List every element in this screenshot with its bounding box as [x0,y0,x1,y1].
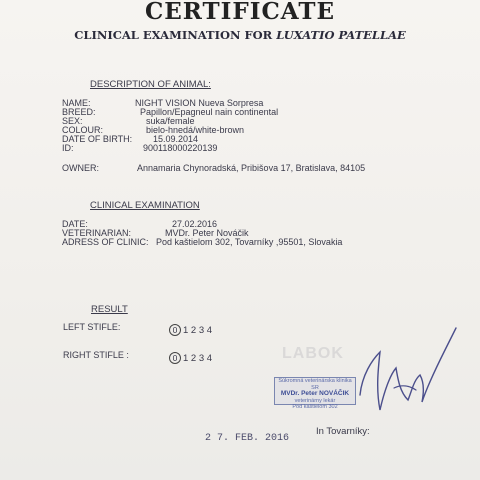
stamp-line-4: Pod kaštielom 302 [292,404,338,411]
label-owner: OWNER: [62,163,99,173]
left-stifle-grade-scale: 1 2 3 4 [183,325,213,336]
label-left-stifle: LEFT STIFLE: [63,322,121,332]
left-stifle-circled-grade: 0 [169,324,181,336]
value-owner: Annamaria Chynoradská, Pribišova 17, Bratislava, 84105 [137,163,366,173]
label-id: ID: [62,143,74,153]
label-veterinarian: VETERINARIAN: [62,228,132,238]
value-colour: bielo-hnedá/white-brown [146,125,245,135]
signature-mark [350,320,460,430]
date-stamp: 2 7. FEB. 2016 [205,433,290,444]
label-clinic-address: ADRESS OF CLINIC: [62,237,149,247]
label-sex: SEX: [62,116,83,126]
value-exam-date: 27.02.2016 [172,219,218,229]
exam-section-heading: CLINICAL EXAMINATION [90,200,200,211]
label-right-stifle: RIGHT STIFLE : [63,350,129,360]
subtitle-italic: LUXATIO PATELLAE [276,28,406,42]
place-label: In Tovarníky: [316,426,370,437]
value-dob: 15.09.2014 [153,134,199,144]
certificate-title: CERTIFICATE [144,0,336,25]
right-stifle-grade-scale: 1 2 3 4 [183,353,213,364]
label-breed: BREED: [62,107,96,117]
result-section-heading: RESULT [91,304,128,315]
label-dob: DATE OF BIRTH: [62,134,133,144]
animal-section-heading: DESCRIPTION OF ANIMAL: [90,79,211,90]
label-name: NAME: [62,98,91,108]
label-colour: COLOUR: [62,125,104,135]
stamp-line-3: veterinárny lekár [294,397,336,404]
value-sex: suka/female [146,116,195,126]
left-stifle-grades [169,320,212,338]
right-stifle-grades [169,348,212,366]
veterinary-stamp [274,377,356,411]
label-exam-date: DATE: [62,219,88,229]
right-stifle-circled-grade: 0 [169,352,181,364]
value-id: 900118000220139 [143,143,218,153]
value-veterinarian: MVDr. Peter Nováčik [165,228,249,238]
subtitle-prefix: CLINICAL EXAMINATION FOR [74,28,273,42]
stamp-line-2: MVDr. Peter NOVÁČIK [280,390,350,398]
value-clinic-address: Pod kaštielom 302, Tovarníky ,95501, Slovakia [156,237,343,247]
background-watermark: LABOK [282,345,344,362]
value-name: NIGHT VISION Nueva Sorpresa [135,98,264,108]
certificate-subtitle [0,28,480,42]
stamp-line-1: Súkromná veterinárska klinika SR [278,378,352,391]
value-breed: Papillon/Epagneul nain continental [140,107,279,117]
